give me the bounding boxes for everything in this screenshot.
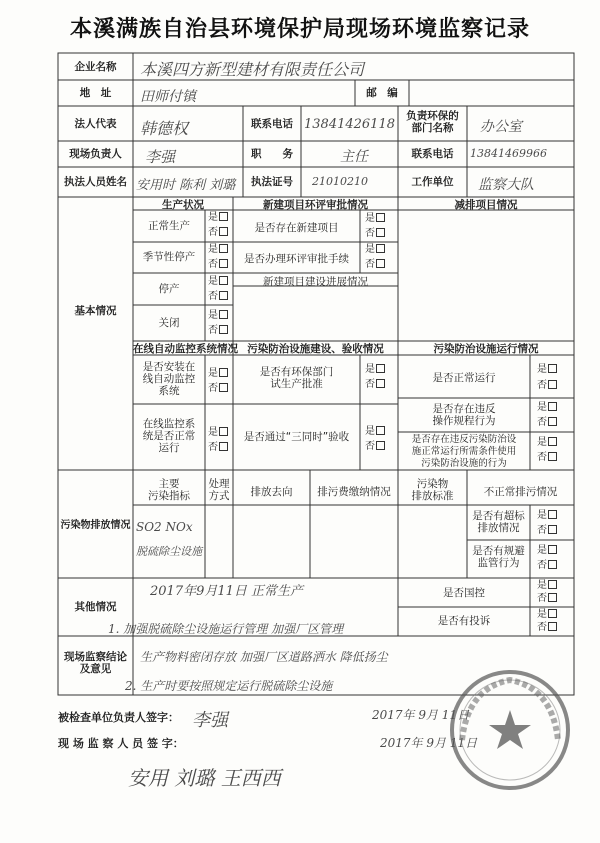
label-cert-no: 执法证号 (251, 176, 293, 188)
label-normal-operation: 是否正常运行 (432, 372, 496, 384)
option-approval-yes[interactable]: 是 (365, 244, 385, 256)
option-normal-op-yes[interactable]: 是 (537, 364, 557, 376)
label-treatment-method: 处理 方式 (208, 478, 230, 502)
value-duty: 主任 (340, 149, 368, 165)
option-normal-no[interactable]: 否 (208, 227, 228, 239)
value-officer-name: 安用时 陈利 刘璐 (136, 178, 236, 193)
label-pollution-facility-acceptance: 污染防治设施建设、验收情况 (247, 343, 384, 355)
option-stopped-no[interactable]: 否 (208, 291, 228, 303)
label-evade-monitoring: 是否有规避 监管行为 (472, 545, 525, 569)
label-online-monitor-status: 在线自动监控系统情况 (133, 343, 238, 355)
value-inspected-sign: 李强 (192, 710, 228, 731)
value-pollutant-1: SO2 NOx (136, 520, 193, 534)
label-pollutant-discharge-status: 污染物排放情况 (60, 520, 131, 531)
option-three-no[interactable]: 否 (365, 441, 385, 453)
official-seal-icon (448, 668, 572, 792)
label-basic-info: 基本情况 (74, 305, 117, 317)
option-closed-no[interactable]: 否 (208, 325, 228, 337)
label-normal-production: 正常生产 (148, 220, 190, 232)
option-new-project-no[interactable]: 否 (365, 228, 385, 240)
option-violate-cond-yes[interactable]: 是 (537, 437, 557, 449)
option-normal-op-no[interactable]: 否 (537, 380, 557, 392)
option-complaints-no[interactable]: 否 (537, 622, 557, 634)
value-address: 田师付镇 (140, 89, 196, 105)
label-env-dept: 负责环保的 部门名称 (406, 110, 459, 134)
option-trial-no[interactable]: 否 (365, 379, 385, 391)
value-phone: 13841426118 (304, 117, 395, 132)
option-national-yes[interactable]: 是 (537, 580, 557, 592)
option-evade-yes[interactable]: 是 (537, 545, 557, 557)
label-three-simultaneous: 是否通过“三同时”验收 (243, 431, 350, 443)
label-has-online-monitor: 是否安装在 线自动监控 系统 (142, 361, 196, 397)
label-conclusion: 现场监察结论 及意见 (64, 651, 127, 675)
label-violate-conditions: 是否存在违反污染防治设 施正常运行所需条件使用 污染防治设施的行为 (411, 434, 517, 469)
label-has-new-project: 是否存在新建项目 (254, 222, 339, 234)
label-legal-rep: 法人代表 (74, 118, 117, 130)
value-inspector-signs: 安用 刘璐 王西西 (128, 766, 281, 790)
value-company-name: 本溪四方新型建材有限责任公司 (140, 60, 365, 79)
value-conclusion-3: 2. 生产时要按照规定运行脱硫除尘设施 (125, 679, 333, 693)
value-legal-rep: 韩德权 (140, 119, 189, 138)
value-conclusion-2: 生产物料密闭存放 加强厂区道路洒水 降低扬尘 (140, 650, 388, 664)
value-work-unit: 监察大队 (478, 177, 534, 193)
label-other-info: 其他情况 (74, 601, 117, 613)
option-violate-cond-no[interactable]: 否 (537, 452, 557, 464)
label-duty: 职 务 (251, 148, 293, 160)
label-over-standard: 是否有超标 排放情况 (472, 510, 525, 534)
option-online-monitor-no[interactable]: 否 (208, 383, 228, 395)
option-monitor-normal-no[interactable]: 否 (208, 442, 228, 454)
option-seasonal-no[interactable]: 否 (208, 259, 228, 271)
label-env-approval-procedure: 是否办理环评审批手续 (244, 253, 349, 265)
value-cert-no: 21010210 (312, 175, 368, 188)
label-reduce-items: 减排项目情况 (454, 199, 518, 211)
label-violate-rules: 是否存在违反 操作规程行为 (432, 403, 496, 427)
value-sign-date-1: 2017年 9月 11日 (372, 708, 470, 722)
label-address: 地 址 (79, 87, 112, 99)
label-trial-approval: 是否有环保部门 试生产批准 (259, 366, 334, 390)
label-closed: 关闭 (158, 317, 180, 329)
label-main-pollutants: 主要 污染指标 (148, 478, 190, 502)
option-over-std-yes[interactable]: 是 (537, 510, 557, 522)
page-title: 本溪满族自治县环境保护局现场环境监察记录 (69, 17, 530, 42)
option-online-monitor-yes[interactable]: 是 (208, 368, 228, 380)
label-national-control: 是否国控 (443, 587, 485, 599)
value-conclusion-1: 1. 加强脱硫除尘设施运行管理 加强厂区管理 (108, 622, 344, 636)
label-work-unit: 工作单位 (411, 176, 454, 188)
value-sign-date-2: 2017年 9月 11日 (380, 736, 478, 750)
label-contact-phone: 联系电话 (411, 148, 454, 160)
value-other-info: 2017年9月11日 正常生产 (150, 584, 304, 599)
label-complaints: 是否有投诉 (437, 615, 491, 627)
label-officer-name: 执法人员姓名 (64, 176, 127, 188)
value-env-dept: 办公室 (480, 119, 522, 135)
label-online-monitor-normal: 在线监控系 统是否正常 运行 (142, 418, 196, 454)
value-site-manager: 李强 (145, 148, 176, 166)
option-three-yes[interactable]: 是 (365, 426, 385, 438)
label-abnormal-discharge: 不正常排污情况 (483, 486, 558, 498)
option-approval-no[interactable]: 否 (365, 259, 385, 271)
label-new-project-approval: 新建项目环评审批情况 (263, 199, 368, 211)
label-stopped: 停产 (158, 283, 180, 295)
label-pollution-facility-operation: 污染防治设施运行情况 (433, 343, 539, 355)
option-monitor-normal-yes[interactable]: 是 (208, 427, 228, 439)
value-contact-phone: 13841469966 (470, 147, 547, 160)
label-production-status: 生产状况 (162, 199, 204, 211)
option-complaints-yes[interactable]: 是 (537, 609, 557, 621)
option-closed-yes[interactable]: 是 (208, 310, 228, 322)
label-company-name: 企业名称 (74, 61, 117, 73)
option-stopped-yes[interactable]: 是 (208, 276, 228, 288)
option-evade-no[interactable]: 否 (537, 560, 557, 572)
option-over-std-no[interactable]: 否 (537, 525, 557, 537)
option-normal-yes[interactable]: 是 (208, 212, 228, 224)
label-fee-payment: 排污费缴纳情况 (317, 486, 391, 498)
option-seasonal-yes[interactable]: 是 (208, 244, 228, 256)
label-site-manager: 现场负责人 (69, 148, 122, 160)
label-inspector-signature: 现 场 监 察 人 员 签 字： (58, 737, 184, 750)
label-new-project-progress: 新建项目建设进展情况 (263, 276, 368, 288)
option-national-no[interactable]: 否 (537, 593, 557, 605)
option-violate-rules-no[interactable]: 否 (537, 417, 557, 429)
label-postcode: 邮 编 (366, 87, 398, 99)
label-phone: 联系电话 (251, 118, 293, 130)
value-pollutant-2: 脱硫除尘设施 (136, 545, 202, 558)
label-inspected-signature: 被检查单位负责人签字： (58, 711, 179, 724)
label-seasonal-stop: 季节性停产 (142, 251, 196, 263)
label-discharge-standard: 污染物 排放标准 (411, 478, 454, 502)
option-trial-yes[interactable]: 是 (365, 364, 385, 376)
option-violate-rules-yes[interactable]: 是 (537, 402, 557, 414)
label-discharge-direction: 排放去向 (250, 486, 293, 498)
option-new-project-yes[interactable]: 是 (365, 213, 385, 225)
